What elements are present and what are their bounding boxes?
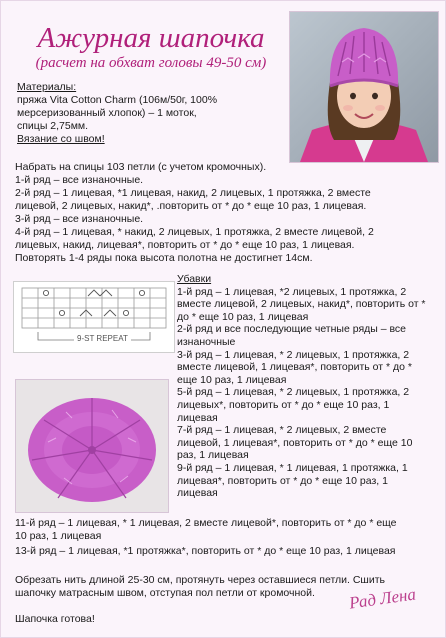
decreases-heading: Убавки (177, 273, 212, 285)
materials-line: мерсеризованный хлопок) – 1 моток, (17, 107, 197, 119)
photo-girl-in-hat (289, 11, 439, 163)
decrease-line: лицевая (177, 487, 218, 500)
chart-repeat-label: 9-ST REPEAT (74, 334, 131, 343)
decrease-line: 2-й ряд и все последующие четные ряды – все (177, 323, 407, 336)
decrease-line: изнаночные (177, 335, 236, 348)
decrease-line: вместе лицевой, 1 лицевая*, повторить от * до * (177, 361, 412, 374)
materials-line: спицы 2,75мм. (17, 120, 89, 132)
decrease-line: лицевой, 1 лицевая*, повторить от * до * еще 10 (177, 436, 413, 449)
instruction-line: Повторять 1-4 ряды пока высота полотна не достигнет 14см. (15, 252, 313, 264)
instruction-line: 13-й ряд – 1 лицевая, *1 протяжка*, повторить от * до * еще 10 раз, 1 лицевая (15, 545, 396, 557)
decrease-line: лицевая (177, 411, 218, 424)
materials-line: пряжа Vita Cotton Charm (106м/50г, 100% (17, 94, 218, 106)
instruction-line: 10 раз, 1 лицевая (15, 530, 102, 542)
instruction-line: 4-й ряд – 1 лицевая, * накид, 2 лицевых, 1 протяжка, 2 вместе лицевой, 2 (15, 226, 374, 238)
materials-heading: Материалы: (17, 81, 77, 93)
finishing-line: Обрезать нить длиной 25-30 см, протянуть через оставшиеся петли. Сшить (15, 574, 386, 586)
materials-block (17, 81, 281, 146)
materials-note: Вязание со швом! (17, 133, 105, 145)
decrease-line: 3-й ряд – 1 лицевая, * 2 лицевых, 1 протяжка, 2 (177, 348, 410, 361)
instruction-line: 3-й ряд – все изнаночные. (15, 213, 144, 225)
decrease-line: еще 10 раз, 1 лицевая (177, 373, 287, 386)
decrease-line: раз, 1 лицевая (177, 449, 249, 462)
decrease-line: 5-й ряд – 1 лицевая, * 2 лицевых, 1 протяжка, 2 (177, 386, 410, 399)
decrease-line: до * еще 10 раз, 1 лицевая (177, 310, 309, 323)
decrease-line: 7-й ряд – 1 лицевая, * 2 лицевых, 2 вместе (177, 424, 387, 437)
instruction-line: лицевых, накид, лицевая*, повторить от * до * еще 10 раз, 1 лицевая. (15, 239, 355, 251)
finishing-line: шапочку матрасным швом, отступая пол петли от кромочной. (15, 587, 315, 599)
knitting-chart (13, 281, 175, 353)
instruction-line: 11-й ряд – 1 лицевая, * 1 лицевая, 2 вместе лицевой*, повторить от * до * еще (15, 517, 397, 529)
photo-hat-top-view (15, 379, 169, 513)
decrease-line: 1-й ряд – 1 лицевая, *2 лицевых, 1 протяжка, 2 (177, 285, 407, 298)
done-line: Шапочка готова! (15, 613, 95, 625)
author-signature: Рад Лена (347, 584, 418, 613)
decrease-line: 9-й ряд – 1 лицевая, * 1 лицевая, 1 протяжка, 1 (177, 461, 408, 474)
page-title: Ажурная шапочка (37, 22, 265, 54)
decreases-block (177, 273, 439, 500)
decrease-line: вместе лицевой, 2 лицевых, накид*, повторить от * (177, 298, 426, 311)
decrease-line: лицевых*, повторить от * до * еще 10 раз, 1 (177, 398, 390, 411)
instruction-line: Набрать на спицы 103 петли (с учетом кромочных). (15, 161, 267, 173)
instruction-line: 2-й ряд – 1 лицевая, *1 лицевая, накид, 2 лицевых, 1 протяжка, 2 вместе (15, 187, 371, 199)
page-subtitle: (расчет на обхват головы 49-50 см) (35, 55, 267, 71)
instruction-line: лицевой, 2 лицевых, накид*, .повторить от * до * еще 10 раз, 1 лицевая. (15, 200, 367, 212)
decrease-line: лицевая*, повторить от * до * еще 10 раз, 1 (177, 474, 388, 487)
instruction-line: 1-й ряд – все изнаночные. (15, 174, 144, 186)
